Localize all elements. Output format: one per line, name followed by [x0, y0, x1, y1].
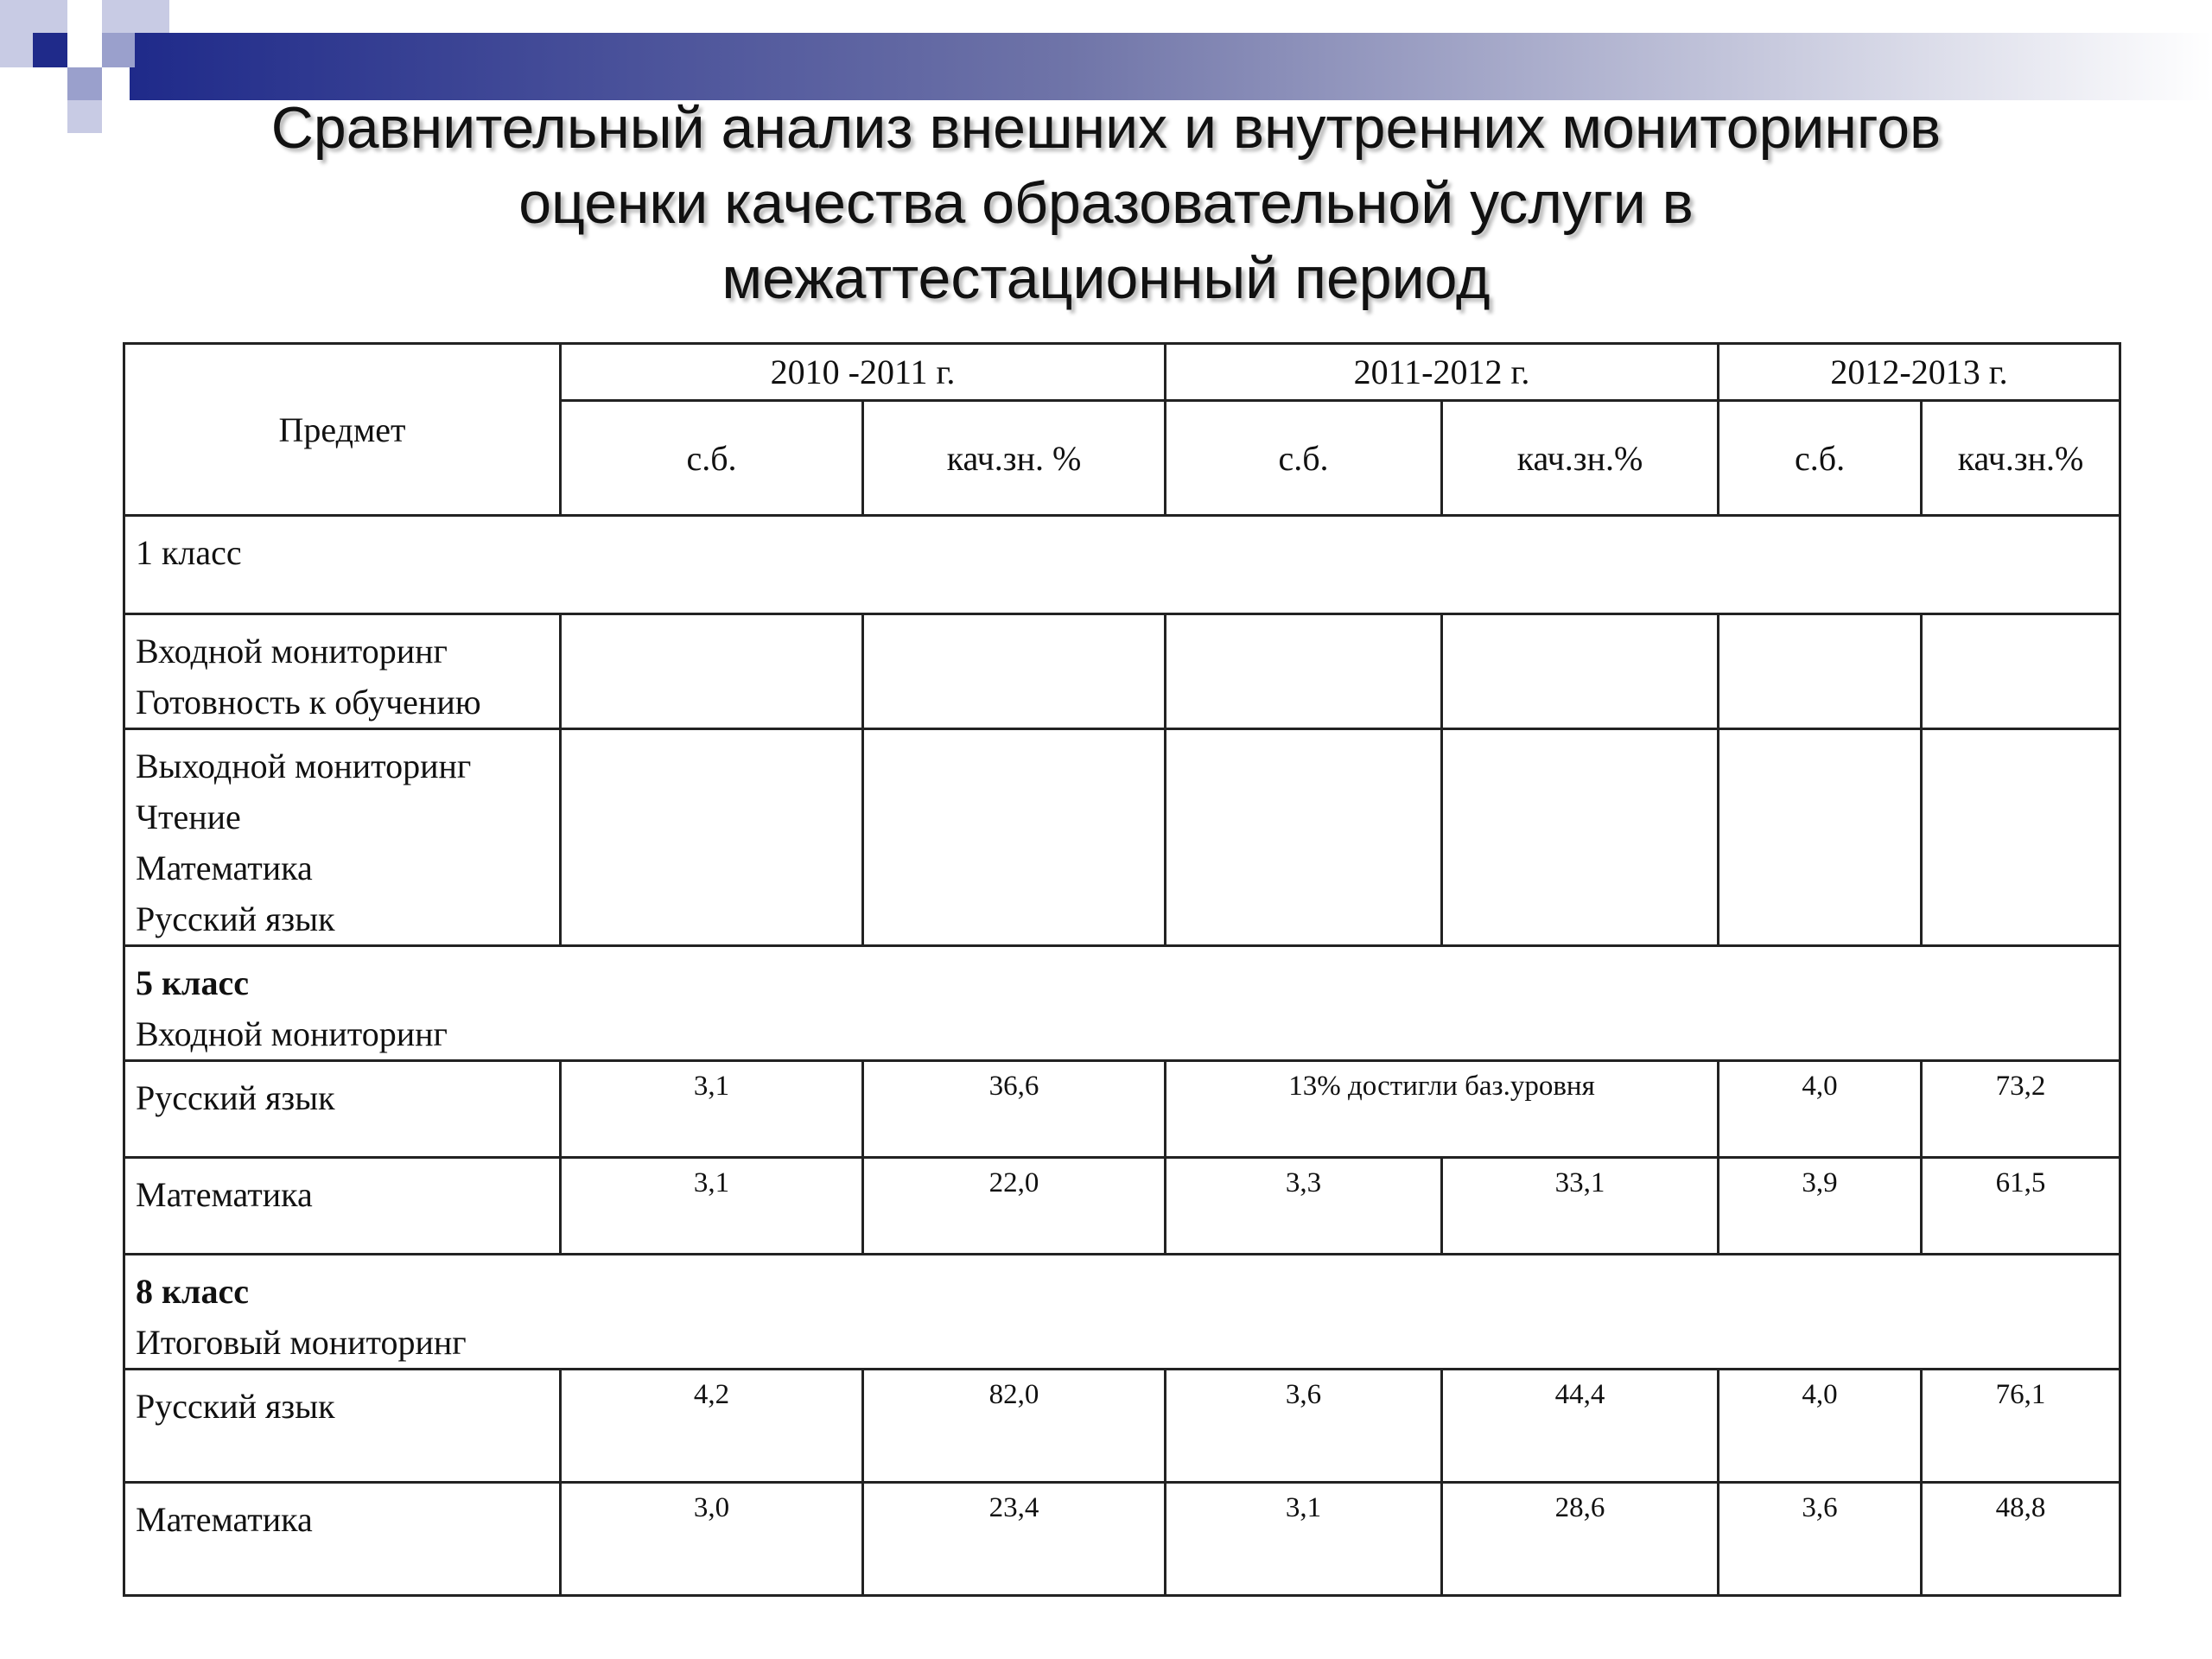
value-cell: 3,9 — [1719, 1158, 1922, 1255]
subject-cell: Входной мониторинг Готовность к обучению — [124, 614, 561, 729]
subject-header: Предмет — [124, 344, 561, 516]
value-cell: 22,0 — [863, 1158, 1166, 1255]
value-cell: 3,6 — [1719, 1483, 1922, 1596]
value-cell: 13% достигли баз.уровня — [1166, 1061, 1719, 1158]
sub-header: кач.зн. % — [863, 401, 1166, 516]
year-header: 2010 -2011 г. — [561, 344, 1166, 401]
value-cell: 48,8 — [1922, 1483, 2120, 1596]
value-cell: 3,1 — [1166, 1483, 1442, 1596]
value-cell: 28,6 — [1442, 1483, 1719, 1596]
value-cell: 33,1 — [1442, 1158, 1719, 1255]
monitoring-table — [123, 342, 2121, 1597]
sub-header: кач.зн.% — [1922, 401, 2120, 516]
value-cell: 3,1 — [561, 1158, 863, 1255]
value-cell — [1442, 729, 1719, 946]
value-cell: 76,1 — [1922, 1370, 2120, 1483]
sub-header: с.б. — [1166, 401, 1442, 516]
subject-cell: Русский язык — [124, 1370, 561, 1483]
value-cell: 3,3 — [1166, 1158, 1442, 1255]
value-cell — [1166, 614, 1442, 729]
group-row-5: 5 класс Входной мониторинг — [124, 946, 2120, 1061]
value-cell: 4,0 — [1719, 1061, 1922, 1158]
sub-header: с.б. — [561, 401, 863, 516]
year-header: 2012-2013 г. — [1719, 344, 2120, 401]
value-cell — [1922, 614, 2120, 729]
value-cell — [1719, 729, 1922, 946]
value-cell: 4,2 — [561, 1370, 863, 1483]
value-cell — [1719, 614, 1922, 729]
subject-cell: Математика — [124, 1158, 561, 1255]
value-cell — [1166, 729, 1442, 946]
value-cell: 82,0 — [863, 1370, 1166, 1483]
value-cell: 23,4 — [863, 1483, 1166, 1596]
value-cell — [863, 614, 1166, 729]
sub-header: с.б. — [1719, 401, 1922, 516]
value-cell: 73,2 — [1922, 1061, 2120, 1158]
value-cell: 44,4 — [1442, 1370, 1719, 1483]
value-cell — [1442, 614, 1719, 729]
value-cell — [1922, 729, 2120, 946]
subject-cell: Выходной мониторинг Чтение Математика Русский язык — [124, 729, 561, 946]
value-cell: 3,1 — [561, 1061, 863, 1158]
group-row-1: 1 класс — [124, 516, 2120, 614]
value-cell — [863, 729, 1166, 946]
slide-title: Сравнительный анализ внешних и внутренних мониторингов оценки качества образовательной услуги в межаттестационный период — [270, 95, 1942, 311]
group-row-8: 8 класс Итоговый мониторинг — [124, 1255, 2120, 1370]
year-header: 2011-2012 г. — [1166, 344, 1719, 401]
subject-cell: Русский язык — [124, 1061, 561, 1158]
value-cell — [561, 729, 863, 946]
value-cell: 4,0 — [1719, 1370, 1922, 1483]
value-cell: 3,6 — [1166, 1370, 1442, 1483]
value-cell: 3,0 — [561, 1483, 863, 1596]
value-cell: 61,5 — [1922, 1158, 2120, 1255]
subject-cell: Математика — [124, 1483, 561, 1596]
value-cell — [561, 614, 863, 729]
value-cell: 36,6 — [863, 1061, 1166, 1158]
sub-header: кач.зн.% — [1442, 401, 1719, 516]
